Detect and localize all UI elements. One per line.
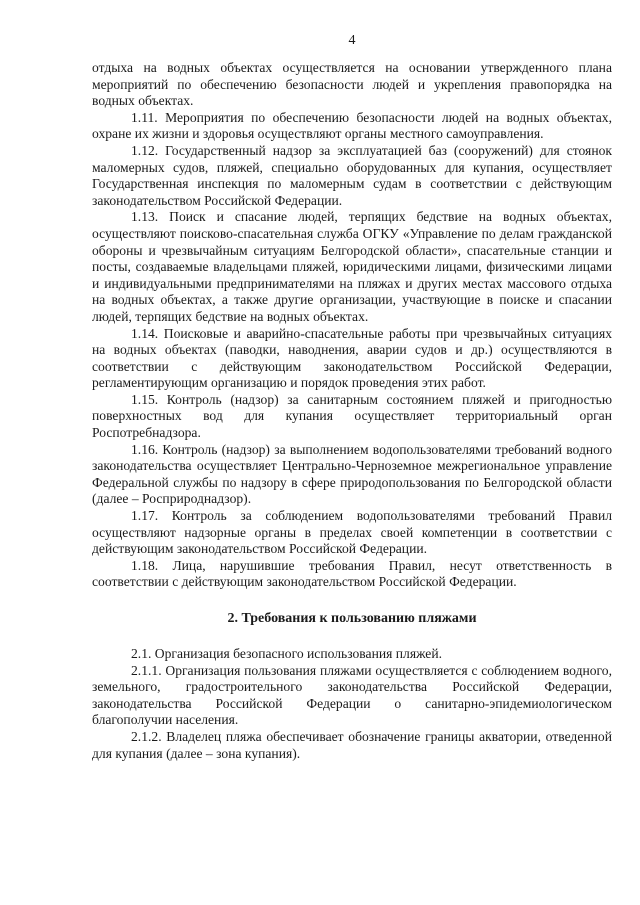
- paragraph: 1.18. Лица, нарушившие требования Правил, несут ответственность в соответствии с действующим законодательством Российской Федерации.: [92, 557, 612, 590]
- section-heading: 2. Требования к пользованию пляжами: [227, 611, 477, 626]
- paragraph: 1.11. Мероприятия по обеспечению безопасности людей на водных объектах, охране их жизни и здоровья осуществляют органы местного самоуправления.: [92, 109, 612, 142]
- paragraph: 2.1. Организация безопасного использования пляжей.: [131, 646, 443, 661]
- paragraph: 1.16. Контроль (надзор) за выполнением водопользователями требований водного законодательства осуществляет Центрально-Черноземное межрегиональное управление Федеральной службы по надзору в сфере природопользования по Белгородской области (далее – Росприроднадзор).: [92, 441, 612, 507]
- page-number: 4: [348, 33, 356, 48]
- paragraph: 2.1.1. Организация пользования пляжами осуществляется с соблюдением водного, земельного, градостроительного законодательства Российской Федерации, законодательства Российской Федерации о санитарно-эпидемиологическом благополучии населения.: [92, 662, 612, 728]
- paragraph: 1.12. Государственный надзор за эксплуатацией баз (сооружений) для стоянок маломерных судов, пляжей, специально оборудованных для купания, осуществляет Государственная инспекция по маломерным судам в соответствии с действующим законодательством Российской Федерации.: [92, 142, 612, 208]
- paragraph: 1.14. Поисковые и аварийно-спасательные работы при чрезвычайных ситуациях на водных объектах (паводки, наводнения, аварии судов и др.) осуществляются в соответствии с действующим законодательством Российской Федерации, регламентирующим организацию и порядок проведения этих работ.: [92, 325, 612, 391]
- paragraphs-after: [92, 646, 612, 762]
- paragraphs-before: [92, 60, 612, 591]
- document-page: [92, 32, 612, 892]
- paragraph: 1.17. Контроль за соблюдением водопользователями требований Правил осуществляют надзорные органы в пределах своей компетенции в соответствии с действующим законодательством Российской Федерации.: [92, 508, 612, 557]
- paragraph: отдыха на водных объектах осуществляется на основании утвержденного плана мероприятий по обеспечению безопасности людей и укрепления правопорядка на водных объектах.: [92, 60, 612, 109]
- paragraph: 1.15. Контроль (надзор) за санитарным состоянием пляжей и пригодностью поверхностных вод для купания осуществляет территориальный орган Роспотребнадзора.: [92, 391, 612, 441]
- paragraph: 1.13. Поиск и спасание людей, терпящих бедствие на водных объектах, осуществляют поисково-спасательная служба ОГКУ «Управление по делам гражданской обороны и чрезвычайным ситуациям Белгородской области», спасательные станции и посты, создаваемые владельцами пляжей, юридическими лицами, физическими лицами и индивидуальными предпринимателями на пляжах и других местах массового отдыха на водных объектах, а также другие организации, участвующие в поиске и спасании людей, терпящих бедствие на водных объектах.: [92, 209, 612, 324]
- paragraph: 2.1.2. Владелец пляжа обеспечивает обозначение границы акватории, отведенной для купания (далее – зона купания).: [92, 728, 612, 761]
